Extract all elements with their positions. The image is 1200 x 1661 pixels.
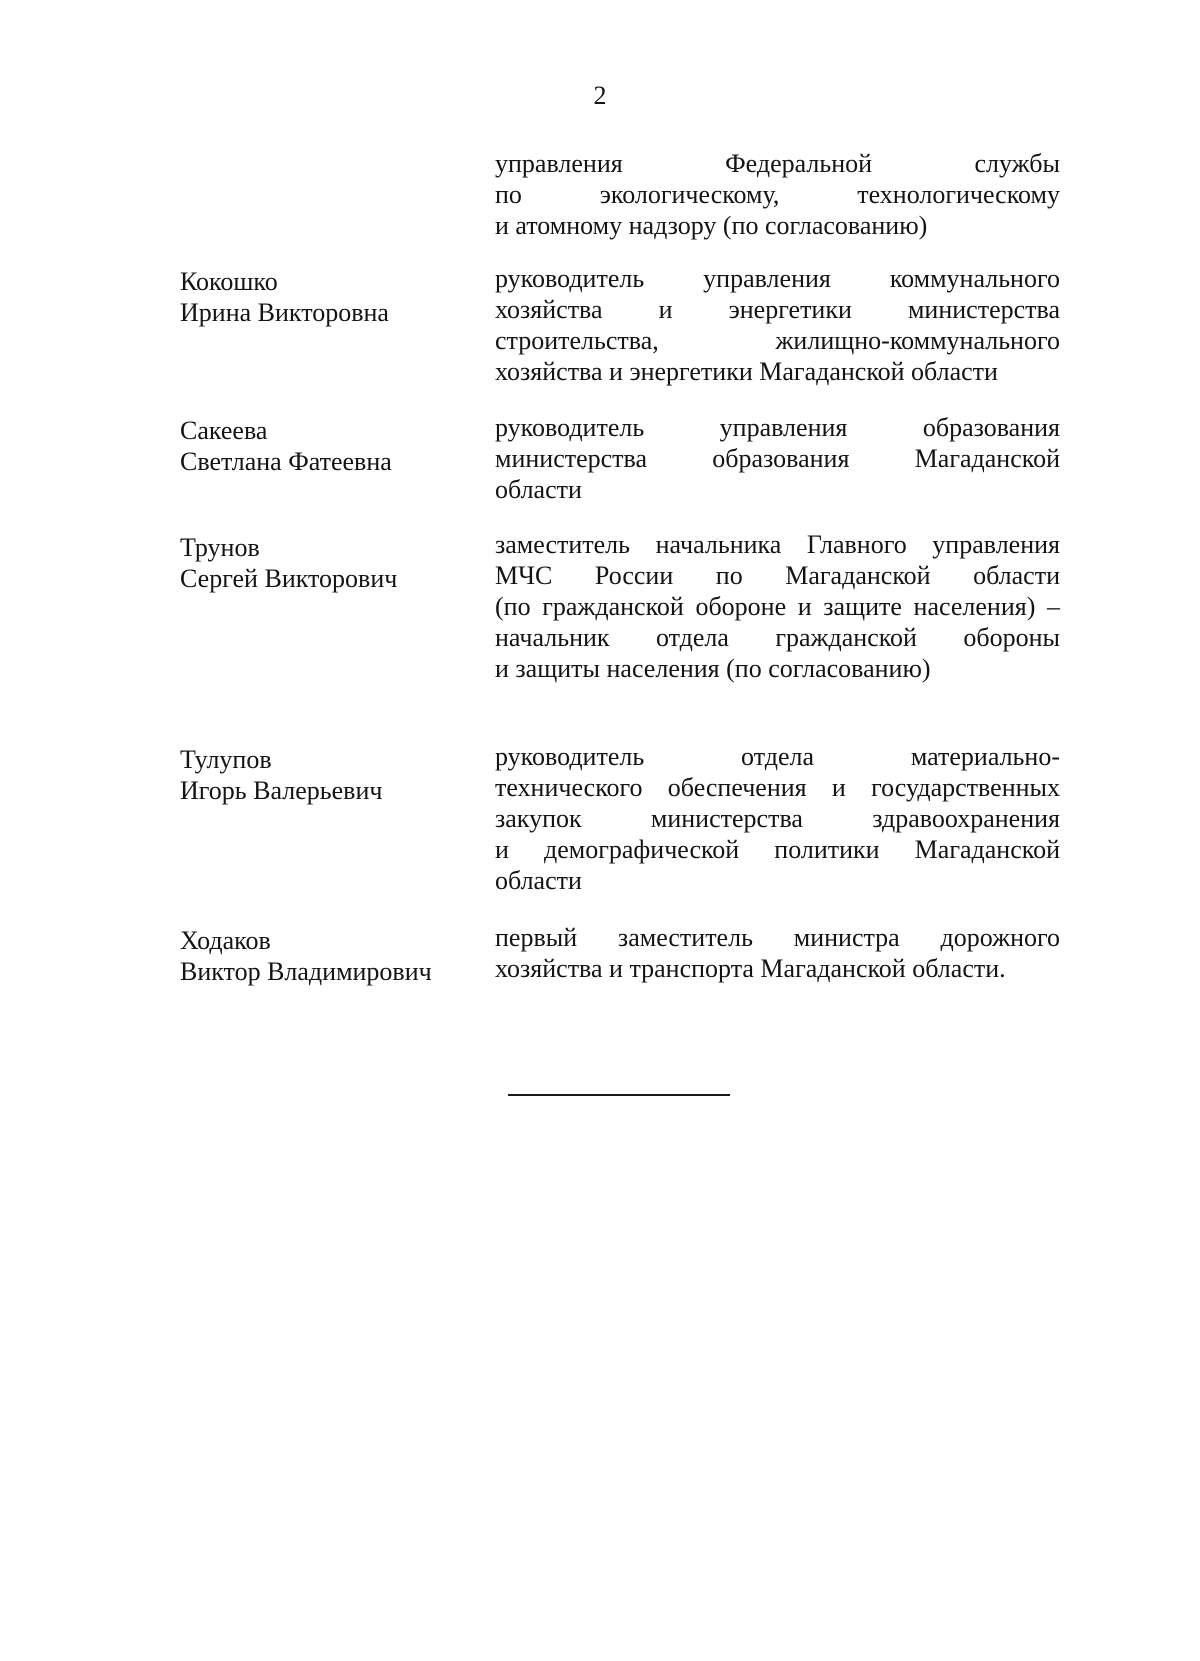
description-line: хозяйства и энергетики Магаданской области (495, 357, 998, 386)
description-line: хозяйства и транспорта Магаданской области. (495, 954, 1006, 983)
description-line: области (495, 866, 582, 895)
member-description-kokoshko (495, 263, 1060, 387)
description-line: хозяйства и энергетики министерства (495, 295, 1060, 324)
member-given-name: Светлана Фатеевна (180, 447, 392, 476)
description-line: управления Федеральной службы (495, 149, 1060, 178)
page-number: 2 (593, 81, 607, 110)
member-given-name: Игорь Валерьевич (180, 776, 383, 805)
continuation-description (495, 148, 1060, 241)
member-description-khodakov (495, 922, 1060, 984)
description-line: (по гражданской обороне и защите населения) – (495, 592, 1060, 621)
member-given-name: Виктор Владимирович (180, 957, 432, 986)
member-surname: Сакеева (180, 416, 268, 445)
member-name-kokoshko (180, 266, 480, 328)
member-description-sakeeva (495, 412, 1060, 505)
description-line: заместитель начальника Главного управления (495, 530, 1060, 559)
description-line: начальник отдела гражданской обороны (495, 623, 1060, 652)
description-line: первый заместитель министра дорожного (495, 923, 1060, 952)
member-description-tulupov (495, 741, 1060, 896)
description-line: технического обеспечения и государственных (495, 773, 1060, 802)
member-name-sakeeva (180, 415, 480, 477)
description-line: строительства, жилищно-коммунального (495, 326, 1060, 355)
description-line: области (495, 475, 582, 504)
member-surname: Трунов (180, 533, 260, 562)
member-surname: Кокошко (180, 267, 278, 296)
member-name-tulupov (180, 744, 480, 806)
description-line: и защиты населения (по согласованию) (495, 654, 931, 683)
member-name-khodakov (180, 925, 480, 987)
description-line: руководитель отдела материально- (495, 742, 1060, 771)
description-line: закупок министерства здравоохранения (495, 804, 1060, 833)
member-surname: Ходаков (180, 926, 271, 955)
description-line: по экологическому, технологическому (495, 180, 1060, 209)
description-line: министерства образования Магаданской (495, 444, 1060, 473)
description-line: и демографической политики Магаданской (495, 835, 1060, 864)
description-line: руководитель управления коммунального (495, 264, 1060, 293)
description-line: МЧС России по Магаданской области (495, 561, 1060, 590)
member-name-trunov (180, 532, 480, 594)
description-line: и атомному надзору (по согласованию) (495, 211, 928, 240)
member-surname: Тулупов (180, 745, 272, 774)
description-line: руководитель управления образования (495, 413, 1060, 442)
member-given-name: Сергей Викторович (180, 564, 398, 593)
member-description-trunov (495, 529, 1060, 684)
end-of-list-rule (508, 1094, 730, 1096)
member-given-name: Ирина Викторовна (180, 298, 389, 327)
